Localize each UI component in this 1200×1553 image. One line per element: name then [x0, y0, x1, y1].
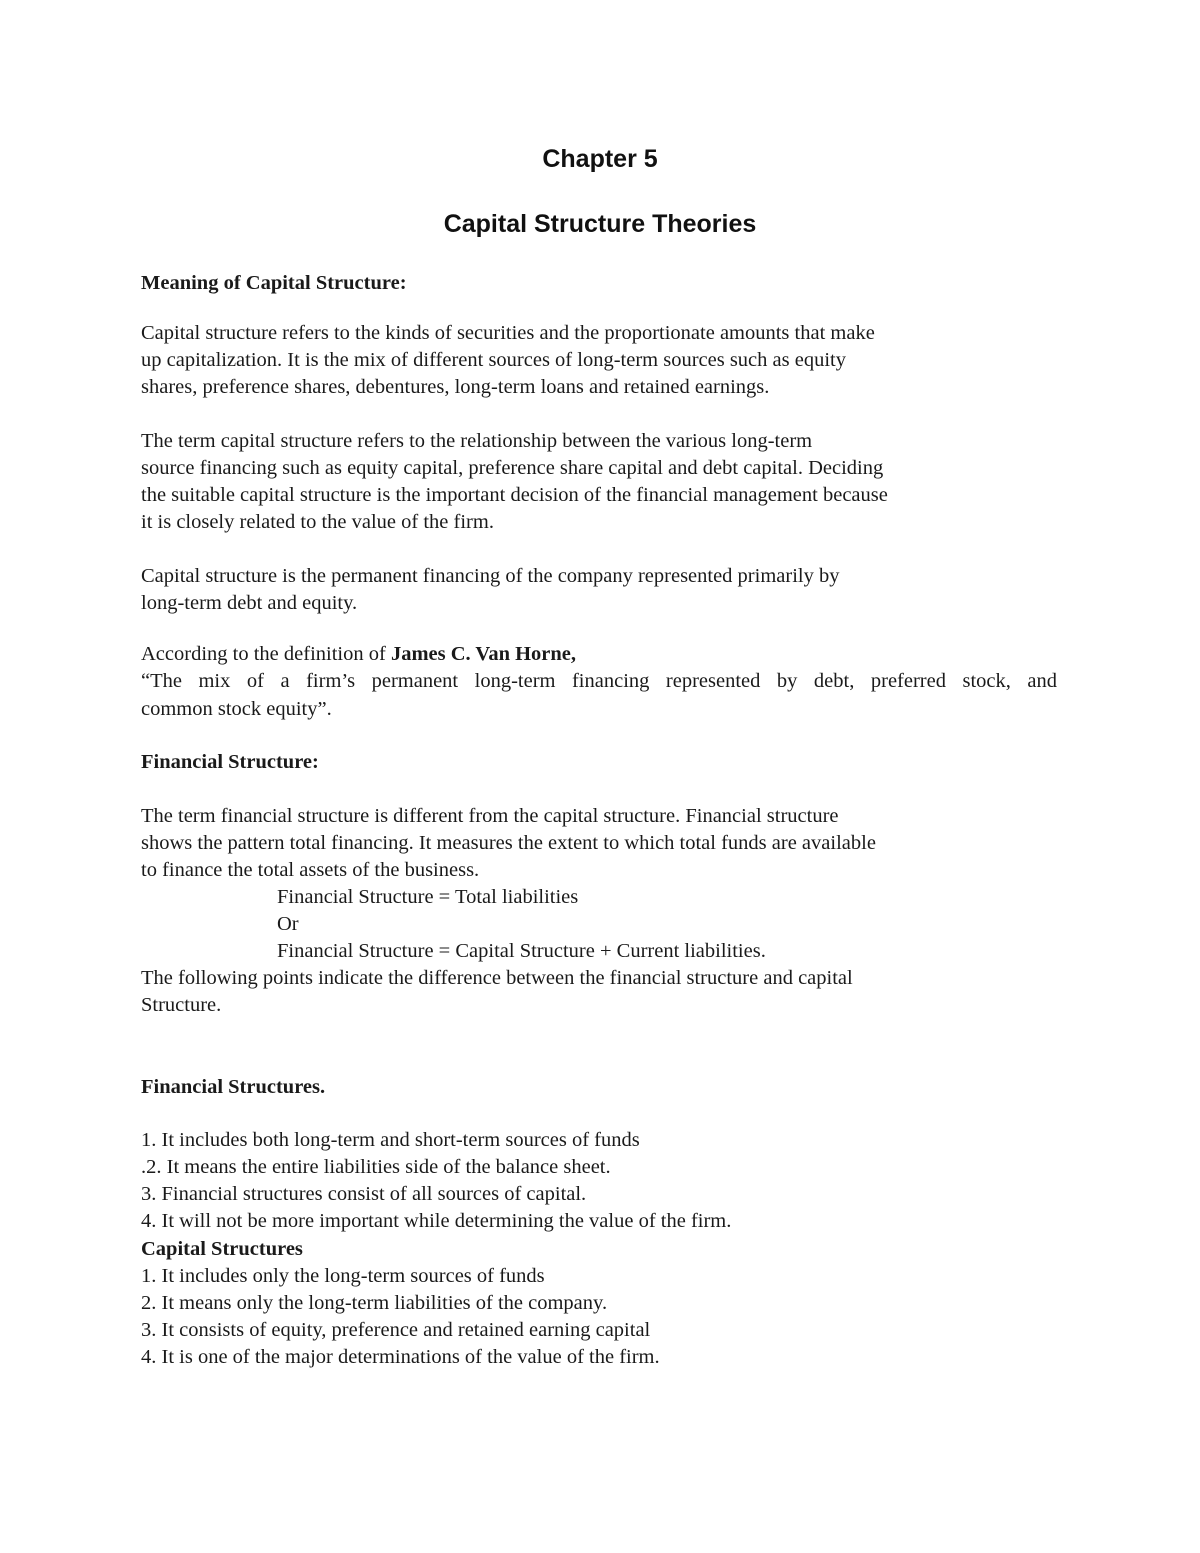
paragraph-line: Capital structure refers to the kinds of securities and the proportionate amounts that make [141, 322, 875, 344]
paragraph-line: The term financial structure is different from the capital structure. Financial structure [141, 805, 839, 827]
definition-intro-line [141, 641, 576, 668]
list-item: 3. It consists of equity, preference and retained earning capital [141, 1319, 651, 1341]
list-item: 1. It includes only the long-term sources of funds [141, 1265, 545, 1287]
section-heading-capital-structures: Capital Structures [141, 1238, 303, 1260]
formula-capital-plus-current: Financial Structure = Capital Structure + Current liabilities. [277, 940, 766, 962]
paragraph-line: to finance the total assets of the business. [141, 859, 480, 881]
paragraph-line: source financing such as equity capital, preference share capital and debt capital. Deciding [141, 457, 884, 479]
section-heading-financial-structure: Financial Structure: [141, 751, 319, 773]
list-item: .2. It means the entire liabilities side of the balance sheet. [141, 1156, 611, 1178]
paragraph-line: The following points indicate the difference between the financial structure and capital [141, 967, 853, 989]
section-heading-financial-structures: Financial Structures. [141, 1076, 326, 1098]
list-item: 4. It will not be more important while determining the value of the firm. [141, 1210, 732, 1232]
page-title: Capital Structure Theories [443, 210, 757, 238]
definition-intro: According to the definition of [141, 643, 391, 665]
paragraph-line: Structure. [141, 994, 222, 1016]
paragraph-line: shares, preference shares, debentures, long-term loans and retained earnings. [141, 376, 770, 398]
paragraph-line: The term capital structure refers to the relationship between the various long-term [141, 430, 813, 452]
definition-author: James C. Van Horne, [390, 643, 577, 665]
formula-total-liabilities: Financial Structure = Total liabilities [277, 886, 579, 908]
paragraph-line: it is closely related to the value of the firm. [141, 511, 494, 533]
chapter-number: Chapter 5 [542, 145, 658, 173]
list-item: 3. Financial structures consist of all sources of capital. [141, 1183, 587, 1205]
paragraph-line: long-term debt and equity. [141, 592, 358, 614]
list-item: 2. It means only the long-term liabilities of the company. [141, 1292, 608, 1314]
paragraph-line: the suitable capital structure is the important decision of the financial management because [141, 484, 888, 506]
paragraph-line: up capitalization. It is the mix of different sources of long-term sources such as equity [141, 349, 846, 371]
section-heading-meaning: Meaning of Capital Structure: [141, 272, 407, 294]
definition-quote-line: “The mix of a firm’s permanent long-term financing represented by debt, preferred stock, and [141, 670, 1057, 692]
paragraph-line: shows the pattern total financing. It measures the extent to which total funds are available [141, 832, 876, 854]
formula-or: Or [277, 913, 299, 935]
definition-quote-line: common stock equity”. [141, 698, 332, 720]
list-item: 4. It is one of the major determinations of the value of the firm. [141, 1346, 660, 1368]
paragraph-line: Capital structure is the permanent financing of the company represented primarily by [141, 565, 840, 587]
list-item: 1. It includes both long-term and short-term sources of funds [141, 1129, 640, 1151]
